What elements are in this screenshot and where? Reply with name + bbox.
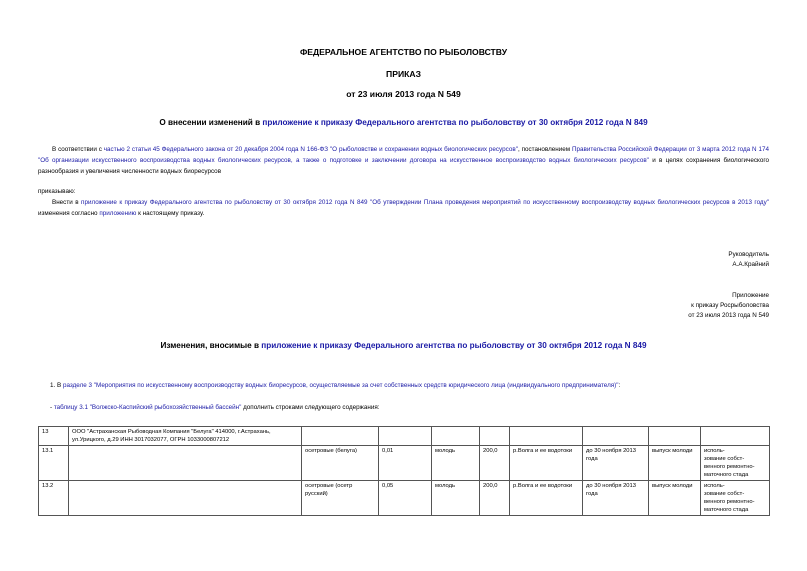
item-1-sub: [50, 403, 380, 413]
table-cell: исполь- зование собст- венного ремонтно- маточного стада: [701, 481, 770, 516]
appendix-reference: [688, 291, 769, 321]
table-cell: [379, 427, 432, 446]
table-cell: [432, 427, 480, 446]
table-cell: молодь: [432, 481, 480, 516]
table-cell: [69, 446, 302, 481]
appendix-line-3: от 23 июля 2013 года N 549: [688, 312, 769, 319]
order-text-2: изменения согласно: [38, 210, 100, 217]
table-cell: р.Волга и ее водотоки: [510, 446, 583, 481]
table-cell: 0,01: [379, 446, 432, 481]
item-1: [50, 381, 620, 391]
order-annex-link[interactable]: приложению: [99, 210, 137, 217]
signature-role: Руководитель: [728, 251, 769, 258]
signature-block: [728, 250, 769, 270]
changes-title-link[interactable]: приложение к приказу Федерального агентства по рыболовству от 30 октября 2012 года N 849: [261, 341, 647, 350]
preamble-text-2: , постановлением: [517, 146, 573, 153]
appendix-line-2: к приказу Росрыболовства: [691, 302, 769, 309]
order-title-prefix: О внесении изменений в: [159, 118, 263, 127]
order-appendix-link[interactable]: приложение к приказу Федерального агентства по рыболовству от 30 октября 2012 года N 849 "Об утверждении Плана проведения мероприятий по искусственному воспроизводству водных биологических ресурсов в 2013 году": [81, 199, 769, 206]
date-number-heading: от 23 июля 2013 года N 549: [346, 89, 461, 99]
order-text-1: Внести в: [52, 199, 82, 206]
table-cell: 13.1: [39, 446, 69, 481]
table-cell: [583, 427, 649, 446]
changes-title: [0, 341, 807, 350]
preamble-resolution-link[interactable]: Правительства Российской Федерации от 3 марта 2012 года N 174 "Об организации искусственного воспроизводства водных биологических ресурсов, а также о подготовке и заключении договора на искусственное воспроизводство водных биологических ресурсов": [38, 146, 769, 164]
preamble-law-link[interactable]: частью 2 статьи 45 Федерального закона от 20 декабря 2004 года N 166-ФЗ "О рыболовстве и сохранении водных биологических ресурсов": [103, 146, 518, 153]
table-cell: до 30 ноября 2013 года: [583, 446, 649, 481]
agency-heading: ФЕДЕРАЛЬНОЕ АГЕНТСТВО ПО РЫБОЛОВСТВУ: [299, 47, 508, 57]
item-1-sub-table-link[interactable]: таблицу 3.1 "Волжско-Каспийский рыбохозяйственный бассейн": [53, 404, 242, 411]
table-cell: 13: [39, 427, 69, 446]
table-cell: выпуск молоди: [649, 481, 701, 516]
table-cell: 13.2: [39, 481, 69, 516]
order-text-3: к настоящему приказу.: [136, 210, 205, 217]
table-cell: осетровые (осетр русский): [302, 481, 379, 516]
item-1-text-2: :: [618, 382, 621, 389]
table-cell: исполь- зование собст- венного ремонтно- маточного стада: [701, 446, 770, 481]
changes-title-prefix: Изменения, вносимые в: [160, 341, 262, 350]
order-paragraph: [38, 197, 769, 219]
table-row: [39, 446, 770, 481]
doc-type-heading: ПРИКАЗ: [386, 69, 421, 79]
table-cell: выпуск молоди: [649, 446, 701, 481]
table-cell: осетровые (белуга): [302, 446, 379, 481]
table-cell: [480, 427, 510, 446]
preamble-paragraph: [38, 144, 769, 177]
item-1-section-link[interactable]: разделе 3 "Мероприятия по искусственному воспроизводству водных биоресурсов, осуществляемые за счет собственных средств юридического лица (индивидуального предпринимателя)": [62, 382, 619, 389]
appendix-line-1: Приложение: [732, 292, 769, 299]
order-title: [0, 118, 807, 127]
table-cell: 0,05: [379, 481, 432, 516]
preamble-text-1: В соответствии с: [52, 146, 104, 153]
item-1-sub-text-1: -: [50, 404, 54, 411]
order-title-link[interactable]: приложение к приказу Федерального агентства по рыболовству от 30 октября 2012 года N 849: [262, 118, 648, 127]
table-cell: [649, 427, 701, 446]
item-1-sub-text-2: дополнить строками следующего содержания:: [241, 404, 380, 411]
item-1-text-1: 1. В: [50, 382, 63, 389]
table-cell: ООО "Астраханская Рыбоводная Компания "Белуга" 414000, г.Астрахань, ул.Урицкого, д.29 ИНН 3017032077, ОГРН 1033000807212: [69, 427, 302, 446]
table-cell: [510, 427, 583, 446]
table-row: [39, 427, 770, 446]
table-cell: 200,0: [480, 446, 510, 481]
table-cell: молодь: [432, 446, 480, 481]
preamble-text-3: и в целях сохранения биологического разнообразия и увеличения численности водных биоресурсов: [38, 157, 769, 175]
additions-table: [38, 426, 770, 516]
table-cell: до 30 ноября 2013 года: [583, 481, 649, 516]
order-word: приказываю:: [38, 188, 76, 195]
signature-name: А.А.Крайний: [732, 261, 769, 268]
table-cell: [701, 427, 770, 446]
table-cell: р.Волга и ее водотоки: [510, 481, 583, 516]
table-cell: [302, 427, 379, 446]
table-row: [39, 481, 770, 516]
table-cell: 200,0: [480, 481, 510, 516]
table-cell: [69, 481, 302, 516]
